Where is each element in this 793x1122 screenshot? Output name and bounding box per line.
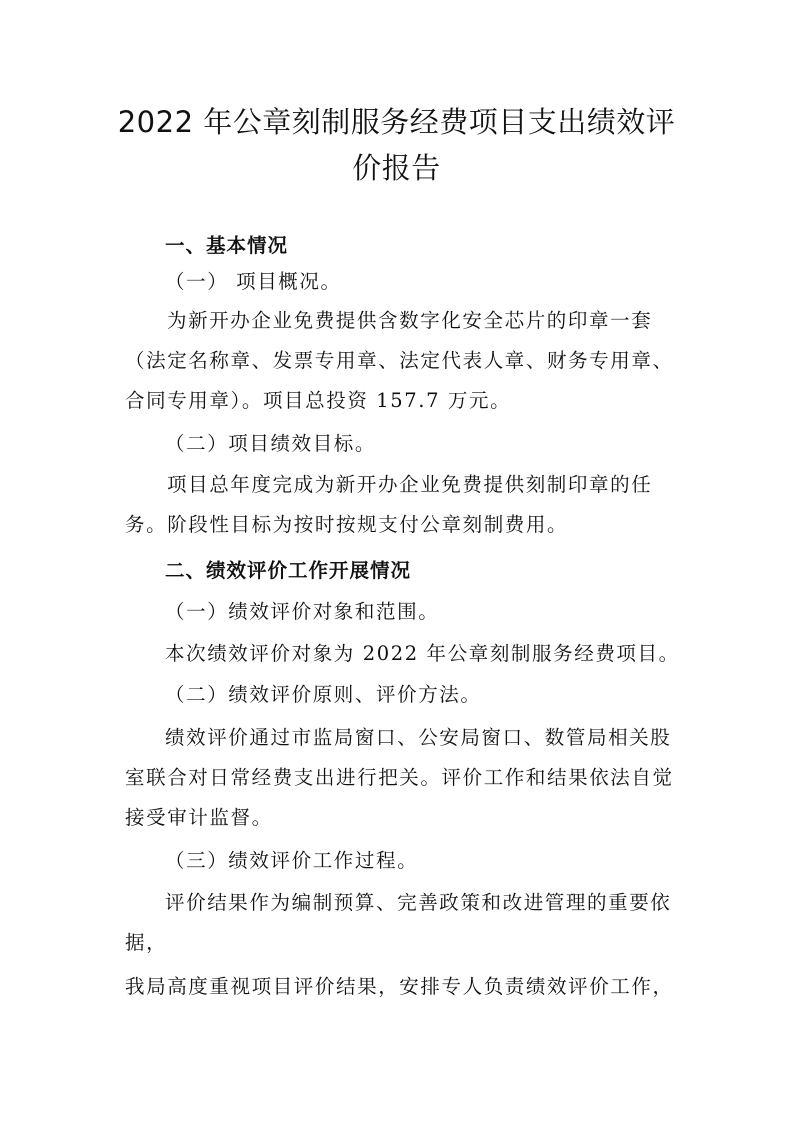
paragraph-line: 务。阶段性目标为按时按规支付公章刻制费用。 — [125, 513, 569, 536]
document-title-line-2: 价报告 — [352, 151, 441, 185]
subheading-project-overview: （一） 项目概况。 — [165, 270, 342, 293]
paragraph-line: 据， — [125, 931, 168, 954]
subheading-performance-goal: （二）项目绩效目标。 — [165, 432, 377, 455]
paragraph-line: 我局高度重视项目评价结果，安排专人负责绩效评价工作， — [125, 975, 674, 998]
paragraph-line: 项目总年度完成为新开办企业免费提供刻制印章的任 — [167, 473, 653, 496]
paragraph-line: 绩效评价通过市监局窗口、公安局窗口、数管局相关股 — [165, 726, 672, 749]
paragraph-line: 接受审计监督。 — [125, 806, 273, 829]
paragraph-line: 评价结果作为编制预算、完善政策和改进管理的重要依 — [165, 891, 672, 914]
document-title-line-1: 2022 年公章刻制服务经费项目支出绩效评 — [117, 105, 676, 139]
subheading-evaluation-method: （二）绩效评价原则、评价方法。 — [165, 683, 482, 706]
paragraph-line: 合同专用章）。项目总投资 157.7 万元。 — [125, 389, 512, 412]
paragraph-line: 为新开办企业免费提供含数字化安全芯片的印章一套 — [167, 309, 653, 332]
section-heading-basic-info: 一、基本情况 — [165, 234, 289, 257]
section-heading-evaluation-work: 二、绩效评价工作开展情况 — [165, 559, 412, 582]
paragraph-line: （法定名称章、发票专用章、法定代表人章、财务专用章、 — [125, 349, 674, 372]
subheading-evaluation-scope: （一）绩效评价对象和范围。 — [165, 600, 440, 623]
paragraph-line: 室联合对日常经费支出进行把关。评价工作和结果依法自觉 — [125, 766, 674, 789]
paragraph-line: 本次绩效评价对象为 2022 年公章刻制服务经费项目。 — [165, 642, 680, 665]
subheading-evaluation-process: （三）绩效评价工作过程。 — [165, 849, 419, 872]
